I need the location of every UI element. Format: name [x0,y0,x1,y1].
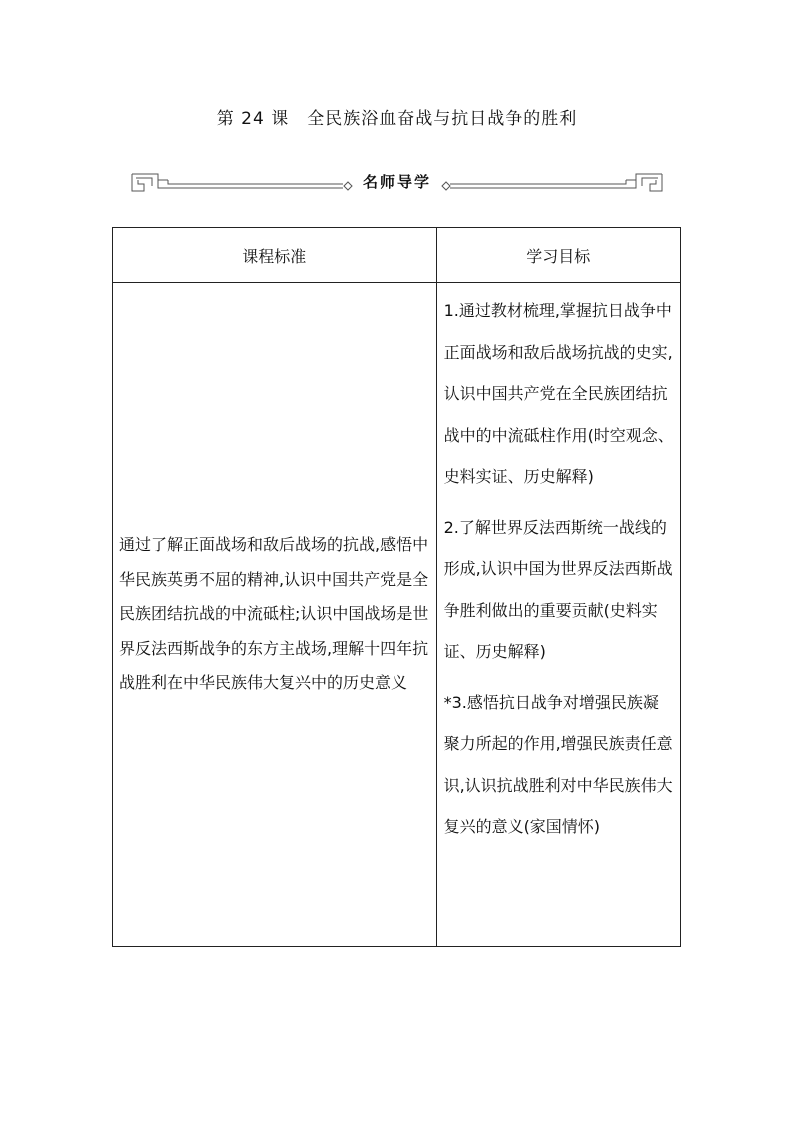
header-curriculum-standard: 课程标准 [113,228,437,283]
learning-goal-2: 2.了解世界反法西斯统一战线的形成,认识中国为世界反法西斯战争胜利做出的重要贡献(史料实证、历史解释) [443,517,673,661]
curriculum-table [112,227,681,947]
header-learning-goals: 学习目标 [436,228,680,283]
section-banner-label: 名师导学 [359,173,435,191]
learning-goal-3: *3.感悟抗日战争对增强民族凝聚力所起的作用,增强民族责任意识,认识抗战胜利对中华民族伟大复兴的意义(家国情怀) [443,692,673,836]
learning-goal-1: 1.通过教材梳理,掌握抗日战争中正面战场和敌后战场抗战的史实,认识中国共产党在全民族团结抗战中的中流砥柱作用(时空观念、史料实证、历史解释) [443,301,674,486]
curriculum-standard-text: 通过了解正面战场和敌后战场的抗战,感悟中华民族英勇不屈的精神,认识中国共产党是全民族团结抗战的中流砥柱;认识中国战场是世界反法西斯战争的东方主战场,理解十四年抗战胜利在中华民族伟大复兴中的历史意义 [113,283,437,947]
table-row [113,283,681,947]
table-header-row [113,228,681,283]
lesson-title: 第 24 课 全民族浴血奋战与抗日战争的胜利 [216,109,578,129]
learning-goals-cell [436,283,680,947]
section-banner [128,170,666,196]
